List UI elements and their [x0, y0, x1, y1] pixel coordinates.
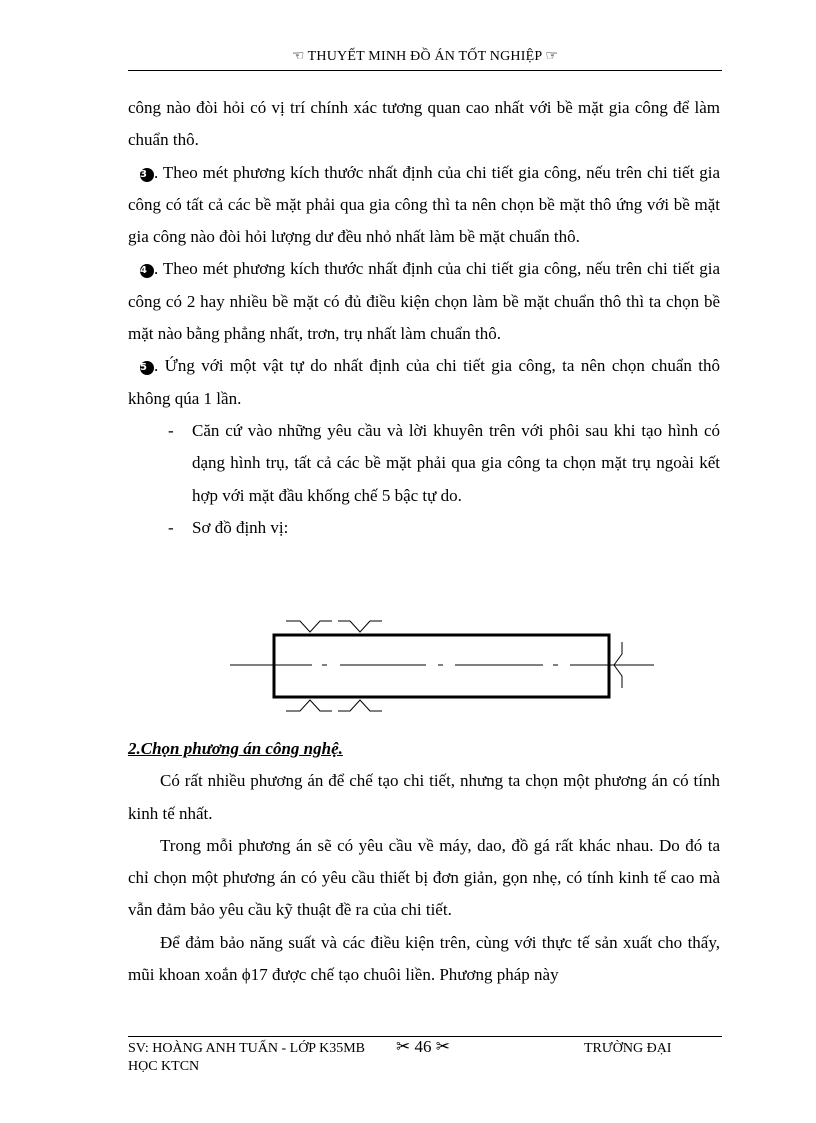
- number-4-icon: 4: [140, 264, 154, 278]
- v-locator-top-right: [338, 621, 382, 632]
- number-3-icon: 3: [140, 168, 154, 182]
- numbered-paragraph-3: [128, 157, 720, 254]
- v-locator-top-left: [286, 621, 332, 632]
- locating-diagram: [230, 612, 660, 722]
- header-title: THUYẾT MINH ĐỒ ÁN TỐT NGHIỆP: [307, 49, 543, 64]
- footer-school: TRƯỜNG ĐẠI: [584, 1041, 672, 1056]
- dash-bullet: -: [168, 420, 174, 440]
- page-number: ✂ 46 ✂: [396, 1037, 450, 1056]
- dash-bullet: -: [168, 517, 174, 537]
- dash-item-2: [128, 512, 720, 544]
- paragraph-1: công nào đòi hỏi có vị trí chính xác tương quan cao nhất với bề mặt gia công để làm chuẩn thô.: [128, 98, 720, 150]
- paragraph-5-text: . Ứng với một vật tự do nhất định của chi tiết gia công, ta nên chọn chuẩn thô không qúa 1 lần.: [128, 356, 720, 408]
- v-locator-bottom-right: [338, 700, 382, 711]
- dash-item-1: [128, 415, 720, 512]
- section-paragraph-3: Để đảm bảo năng suất và các điều kiện trên, cùng với thực tế sản xuất cho thấy, mũi khoan xoắn ϕ17 được chế tạo chuôi liền. Phương pháp này: [128, 932, 720, 985]
- v-locator-bottom-left: [286, 700, 332, 711]
- paragraph-4-text: . Theo mét phương kích thước nhất định của chi tiết gia công, nếu trên chi tiết gia công có 2 hay nhiều bề mặt có đủ điều kiện chọn làm bề mặt chuẩn thô thì ta chọn bề mặt nào bằng phẳng nhất, trơn, trụ nhất làm chuẩn thô.: [128, 259, 720, 344]
- numbered-paragraph-4: [128, 253, 720, 350]
- dash-item-2-text: Sơ đồ định vị:: [192, 517, 289, 537]
- section-2: [128, 733, 720, 991]
- paragraph-3-text: . Theo mét phương kích thước nhất định của chi tiết gia công, nếu trên chi tiết gia công có tất cả các bề mặt phải qua gia công thì ta nên chọn bề mặt thô ứng với bề mặt gia công nào đòi hỏi lượng dư đều nhỏ nhất làm bề mặt chuẩn thô.: [128, 162, 720, 247]
- document-body: [128, 92, 720, 544]
- header-rule: [128, 70, 722, 71]
- section-paragraph-2: Trong mỗi phương án sẽ có yêu cầu về máy, dao, đồ gá rất khác nhau. Do đó ta chỉ chọn một phương án có yêu cầu thiết bị đơn giản, gọn nhẹ, có tính kinh tế cao mà vẫn đảm bảo yêu cầu kỹ thuật đề ra của chi tiết.: [128, 835, 720, 920]
- section-title: 2.Chọn phương án công nghệ.: [128, 739, 343, 758]
- footer-student: SV: HOÀNG ANH TUẤN - LỚP K35MB: [128, 1041, 365, 1056]
- dash-item-1-text: Căn cứ vào những yêu cầu và lời khuyên trên với phôi sau khi tạo hình có dạng hình trụ, tất cả các bề mặt phải qua gia công ta chọn mặt trụ ngoài kết hợp với mặt đầu khống chế 5 bậc tự do.: [192, 420, 720, 505]
- hand-pointing-icon: ☜: [291, 49, 305, 64]
- section-paragraph-1: Có rất nhiều phương án để chế tạo chi tiết, nhưng ta chọn một phương án có tính kinh tế nhất.: [128, 771, 720, 823]
- numbered-paragraph-5: [128, 350, 720, 415]
- page-header: [128, 48, 722, 65]
- workpiece-cylinder: [274, 635, 609, 697]
- number-5-icon: 5: [140, 361, 154, 375]
- footer-school-cont: HỌC KTCN: [128, 1059, 200, 1074]
- hand-pointing-icon: ☞: [545, 49, 559, 64]
